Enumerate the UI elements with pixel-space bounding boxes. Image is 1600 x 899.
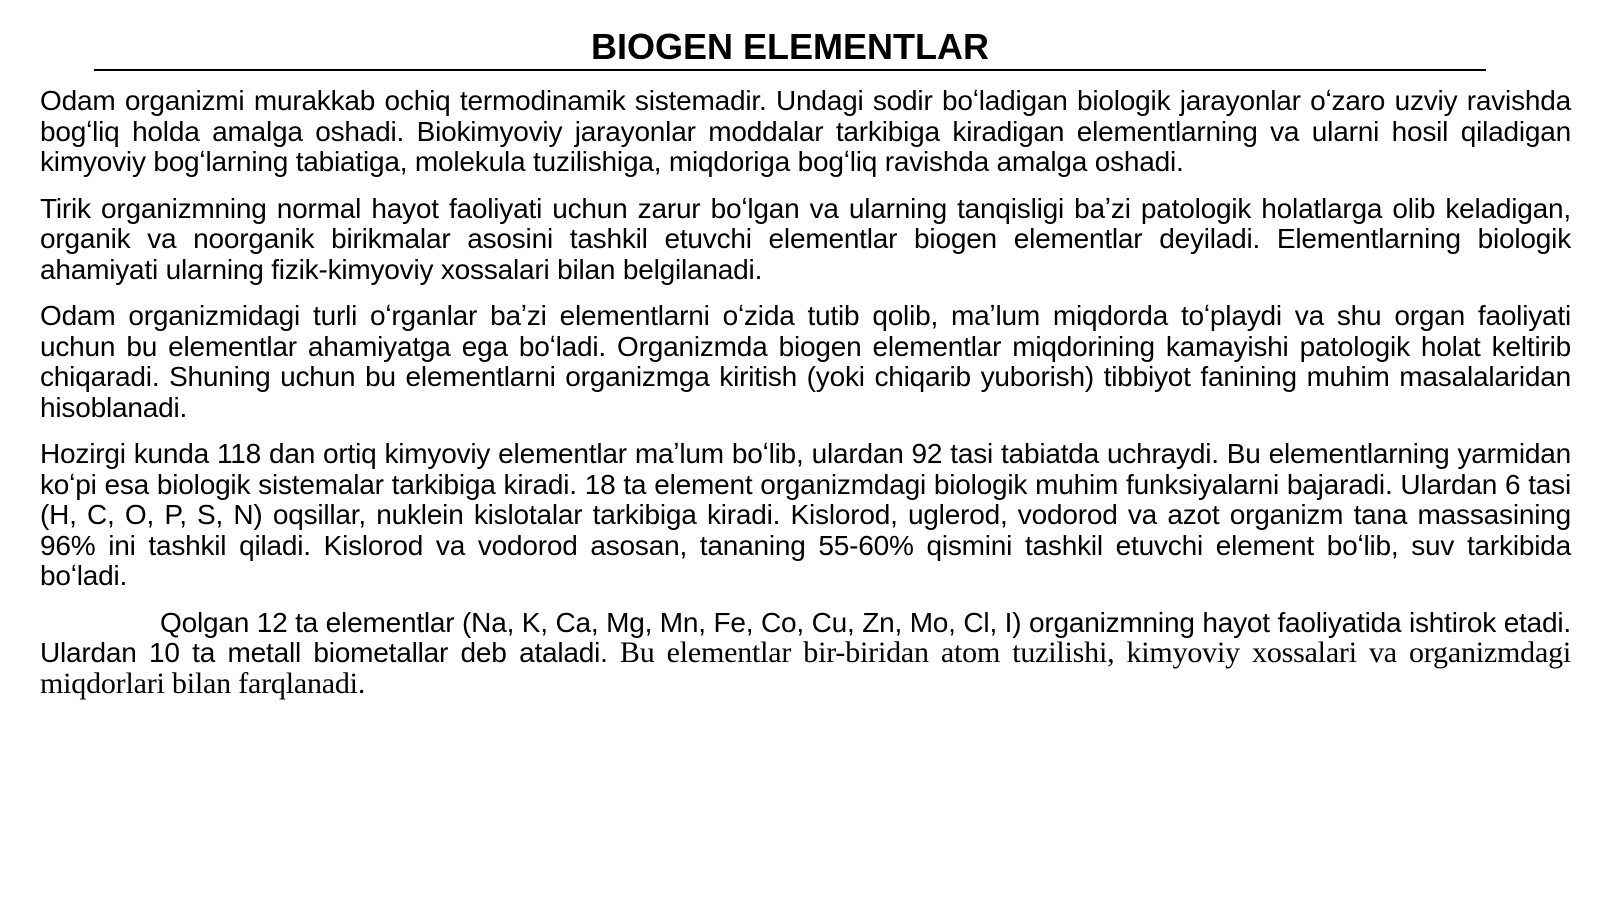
paragraph-organs: Odam organizmidagi turli oʻrganlar baʼzi elementlarni oʻzida tutib qolib, maʼlum miqdorda toʻplaydi va shu organ faoliyati uchun bu elementlar ahamiyatga ega boʻladi. Organizmda biogen elementlar miqdorining kamayishi patologik holat keltirib chiqaradi. Shuning uchun bu elementlarni organizmga kiritish (yoki chiqarib yuborish) tibbiyot fanining muhim masalalaridan hisoblanadi. bbox=[40, 300, 1571, 423]
paragraph-metals-serif: Bu elementlar bir-biridan atom tuzilishi, kimyoviy xossalari va organizmdagi miqdorlari bilan farqlanadi. bbox=[40, 636, 1571, 700]
text-body bbox=[40, 86, 1571, 715]
title-container bbox=[94, 26, 1486, 68]
paragraph-definition: Tirik organizmning normal hayot faoliyati uchun zarur boʻlgan va ularning tanqisligi baʼzi patologik holatlarga olib keladigan, organik va noorganik birikmalar asosini tashkil etuvchi elementlar biogen elementlar deyiladi. Elementlarning biologik ahamiyati ularning fizik-kimyoviy xossalari bilan belgilanadi. bbox=[40, 192, 1571, 285]
paragraph-element-counts: Hozirgi kunda 118 dan ortiq kimyoviy elementlar maʼlum boʻlib, ulardan 92 tasi tabiatda uchraydi. Bu elementlarning yarmidan koʻpi esa biologik sistemalar tarkibiga kiradi. 18 ta element organizmdagi biologik muhim funksiyalarni bajaradi. Ulardan 6 tasi (H, C, O, P, S, N) oqsillar, nuklein kislotalar tarkibiga kiradi. Kislorod, uglerod, vodorod va azot organizm tana massasining 96% ini tashkil qiladi. Kislorod va vodorod asosan, tananing 55-60% qismini tashkil etuvchi element boʻlib, suv tarkibida boʻladi. bbox=[40, 438, 1571, 591]
paragraph-metals bbox=[40, 608, 1571, 700]
paragraph-intro: Odam organizmi murakkab ochiq termodinamik sistemadir. Undagi sodir boʻladigan biologik jarayonlar oʻzaro uzviy ravishda bogʻliq holda amalga oshadi. Biokimyoviy jarayonlar moddalar tarkibiga kiradigan elementlarning va ularni hosil qiladigan kimyoviy bogʻlarning tabiatiga, molekula tuzilishiga, miqdoriga bogʻliq ravishda amalga oshadi. bbox=[40, 85, 1571, 177]
title-underline bbox=[94, 69, 1486, 71]
slide-title: BIOGEN ELEMENTLAR bbox=[590, 26, 989, 67]
paragraph-metals-sans: Qolgan 12 ta elementlar (Na, K, Ca, Mg, Mn, Fe, Co, Cu, Zn, Mo, Cl, I) organizmning hayot faoliyatida ishtirok etadi. Ulardan 10 ta metall biometallar deb ataladi. bbox=[40, 606, 1571, 668]
